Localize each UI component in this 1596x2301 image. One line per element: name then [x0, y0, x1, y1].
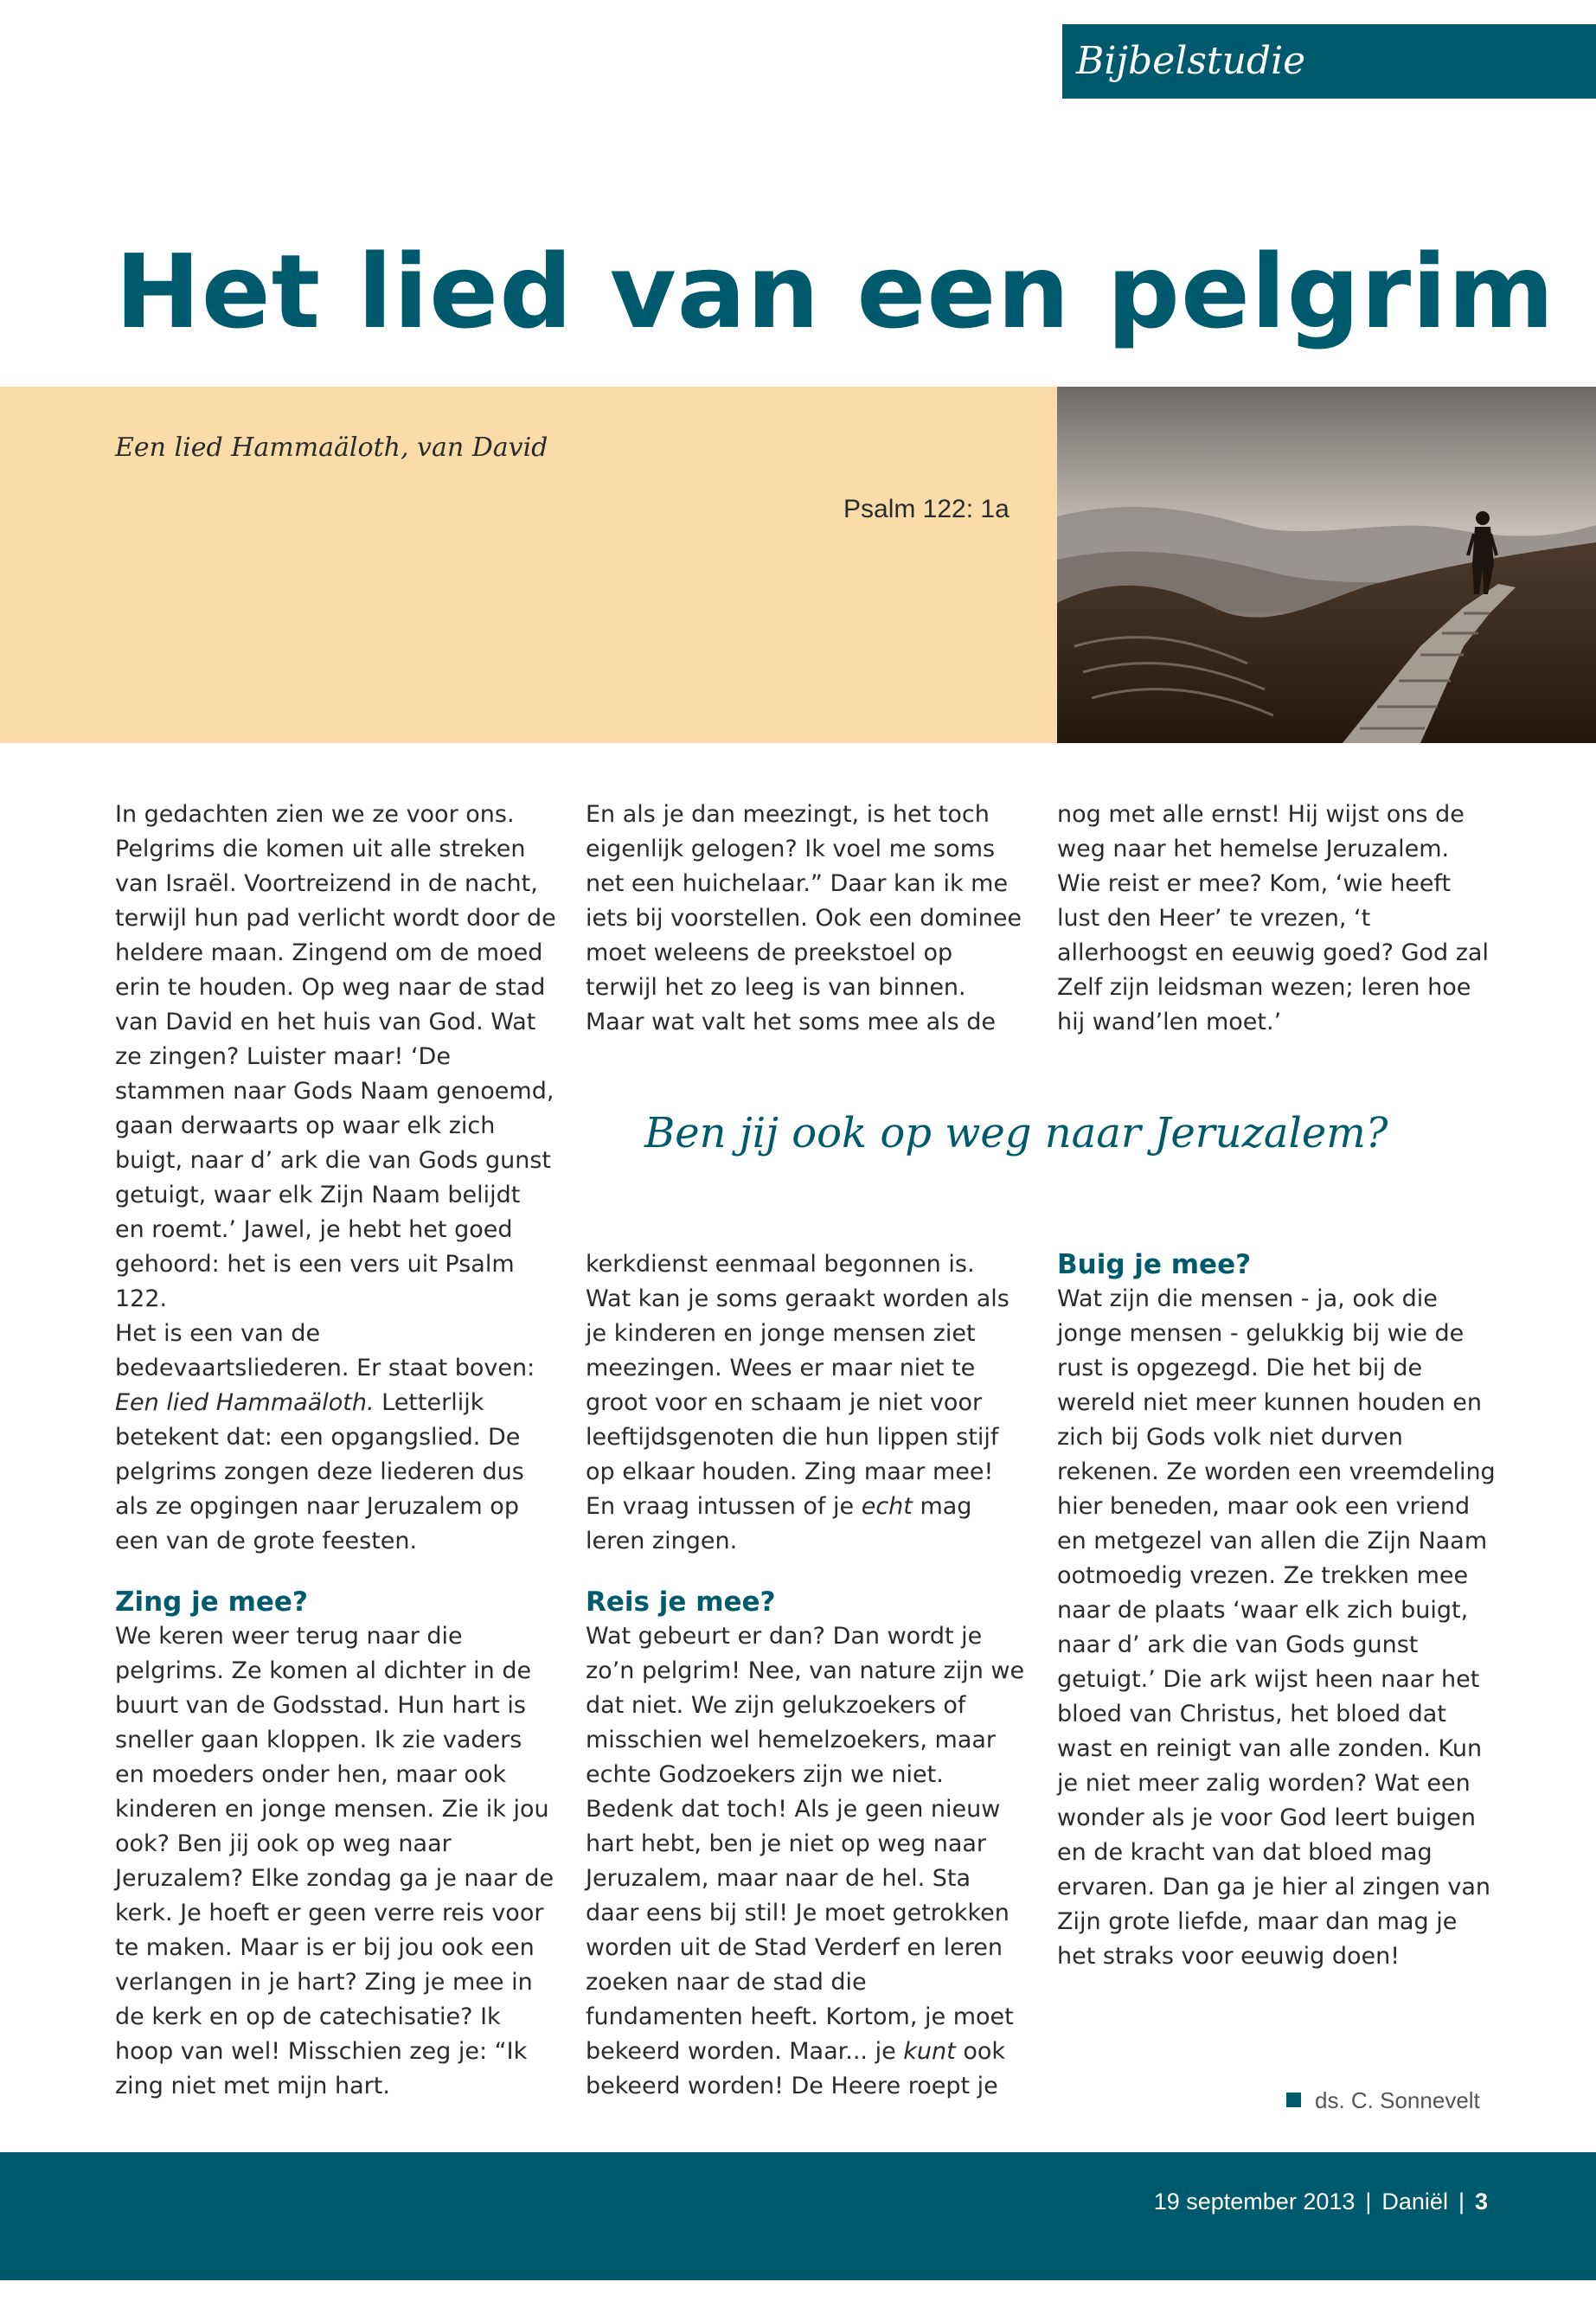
paragraph: Het is een van de bedevaartsliederen. Er staat boven: Een lied Hammaäloth. Letterlijk betekent dat: een opgangslied. De pelgrims zongen deze liederen dus als ze opgingen naar Jeruzalem op een van de grote feesten.	[115, 1320, 535, 1554]
page-number: 3	[1474, 2189, 1488, 2214]
column-3-top	[1057, 798, 1498, 1040]
paragraph: nog met alle ernst! Hij wijst ons de weg naar het hemelse Jeruzalem. Wie reist er mee? Kom, ‘wie heeft lust den Heer’ te vrezen, ‘t allerhoogst en eeuwig goed? God zal Zelf zijn leidsman wezen; leren hoe hij wand’len moet.’	[1057, 801, 1489, 1035]
pull-quote: Ben jij ook op weg naar Jeruzalem?	[644, 1109, 1388, 1157]
paragraph: kerkdienst eenmaal begonnen is. Wat kan je soms geraakt worden als je kinderen en jonge mensen ziet meezingen. Wees er maar niet te groot voor en schaam je niet voor leeftijdsgenoten die hun lippen stijf op elkaar houden. Zing maar mee! En vraag intussen of je echt mag leren zingen.	[586, 1251, 1010, 1554]
footer-separator: |	[1458, 2189, 1465, 2214]
paragraph: We keren weer terug naar die pelgrims. Ze komen al dichter in de buurt van de Godsstad. Hun hart is sneller gaan kloppen. Ik zie vaders en moeders onder hen, maar ook kinderen en jonge mensen. Zie ik jou ook? Ben jij ook op weg naar Jeruzalem? Elke zondag ga je naar de kerk. Je hoeft er geen verre reis voor te maken. Maar is er bij jou ook een verlangen in je hart? Zing je mee in de kerk en op de catechisatie? Ik hoop van wel! Misschien zeg je: “Ik zing niet met mijn hart.	[115, 1623, 554, 2099]
psalm-reference: Psalm 122: 1a	[843, 495, 1010, 523]
column-2-top	[586, 798, 1027, 1040]
heading-buig-je-mee: Buig je mee?	[1057, 1249, 1252, 1280]
heading-reis-je-mee: Reis je mee?	[586, 1586, 776, 1618]
paragraph: Wat zijn die mensen - ja, ook die jonge mensen - gelukkig bij wie de rust is opgezegd. Die het bij de wereld niet meer kunnen houden en zich bij Gods volk niet durven rekenen. Ze worden een vreemdeling hier beneden, maar ook een vriend en metgezel van allen die Zijn Naam ootmoedig vrezen. Ze trekken mee naar de plaats ‘waar elk zich buigt, naar d’ ark die van Gods gunst getuigt.’ Die ark wijst heen naar het bloed van Christus, het bloed dat wast en reinigt van alle zonden. Kun je niet meer zalig worden? Wat een wonder als je voor God leert buigen en de kracht van dat bloed mag ervaren. Dan ga je hier al zingen van Zijn grote liefde, maar dan mag je het straks voor eeuwig doen!	[1057, 1285, 1496, 1970]
author-name: ds. C. Sonnevelt	[1315, 2087, 1480, 2113]
column-2-bottom	[586, 1247, 1027, 2104]
paragraph: Wat gebeurt er dan? Dan wordt je zo’n pelgrim! Nee, van nature zijn we dat niet. We zijn gelukzoekers of misschien wel hemelzoekers, maar echte Godzoekers zijn we niet. Bedenk dat toch! Als je geen nieuw hart hebt, ben je niet op weg naar Jeruzalem, maar naar de hel. Sta daar eens bij stil! Je moet getrokken worden uit de Stad Verderf en leren zoeken naar de stad die fundamenten heeft. Kortom, je moet bekeerd worden. Maar... je kunt ook bekeerd worden! De Heere roept je	[586, 1623, 1025, 2099]
heading-zing-je-mee: Zing je mee?	[115, 1586, 308, 1618]
footer-bar	[0, 2152, 1596, 2280]
page-title: Het lied van een pelgrim	[115, 232, 1555, 351]
pilgrim-photo	[1057, 387, 1596, 743]
square-bullet-icon	[1286, 2093, 1301, 2107]
footer-separator: |	[1365, 2189, 1372, 2214]
section-tab: Bijbelstudie	[1062, 24, 1596, 99]
column-3-bottom	[1057, 1247, 1498, 1974]
issue-date: 19 september 2013	[1153, 2189, 1356, 2214]
author-credit	[1286, 2087, 1480, 2114]
paragraph: En als je dan meezingt, is het toch eigenlijk gelogen? Ik voel me soms net een huichelaar.” Daar kan ik me iets bij voorstellen. Ook een dominee moet weleens de preekstoel op terwijl het zo leeg is van binnen. Maar wat valt het soms mee als de	[586, 801, 1022, 1035]
column-1	[115, 798, 556, 2104]
paragraph: In gedachten zien we ze voor ons. Pelgrims die komen uit alle streken van Israël. Voortreizend in de nacht, terwijl hun pad verlicht wordt door de heldere maan. Zingend om de moed erin te houden. Op weg naar de stad van David en het huis van God. Wat ze zingen? Luister maar! ‘De stammen naar Gods Naam genoemd, gaan derwaarts op waar elk zich buigt, naar d’ ark die van Gods gunst getuigt, waar elk Zijn Naam belijdt en roemt.’ Jawel, je hebt het goed gehoord: het is een vers uit Psalm 122.	[115, 801, 556, 1312]
intro-subtitle: Een lied Hammaäloth, van David	[115, 433, 548, 463]
footer-text	[1154, 2152, 1488, 2251]
magazine-name: Daniël	[1381, 2189, 1448, 2214]
